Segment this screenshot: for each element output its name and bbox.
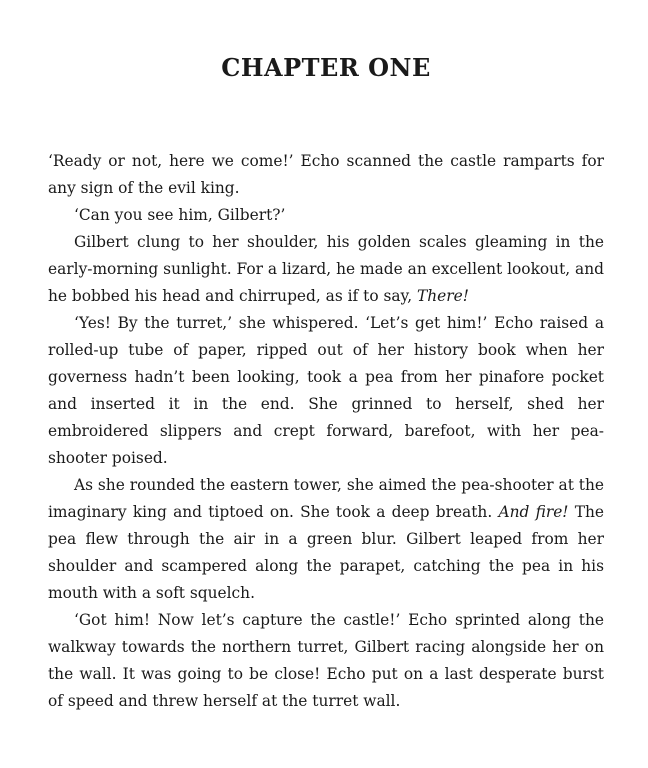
paragraph-emphasis: And fire! [498,503,569,521]
paragraph-text: Gilbert clung to her shoulder, his golden scales gleaming in the early-morning sunlight. For a lizard, he made an excellent lookout, and he bobbed his head and chirruped, as if to say, [48,233,604,305]
paragraph-text: The pea flew through the air in a green blur. Gilbert leaped from her shoulder and scampered along the parapet, catching the pea in his mouth with a soft squelch. [48,503,605,602]
paragraph-text: ‘Got him! Now let’s capture the castle!’ Echo sprinted along the walkway towards the northern turret, Gilbert racing alongside her on the wall. It was going to be close! Echo put on a last desperate burst of speed and threw herself at the turret wall. [48,611,604,710]
paragraph-text: ‘Can you see him, Gilbert?’ [74,206,286,224]
paragraph [48,202,604,229]
paragraph-text: As she rounded the eastern tower, she aimed the pea-shooter at the imaginary king and tiptoed on. She took a deep breath. [48,476,604,521]
chapter-title: CHAPTER ONE [221,53,431,82]
paragraph-emphasis: There! [417,287,469,305]
book-page [48,0,604,768]
paragraph-text: ‘Ready or not, here we come!’ Echo scanned the castle ramparts for any sign of the evil king. [48,152,604,197]
chapter-body [48,148,604,715]
paragraph [48,310,604,472]
paragraph [48,148,604,202]
paragraph [48,229,604,310]
paragraph [48,607,604,715]
paragraph [48,472,604,607]
paragraph-text: ‘Yes! By the turret,’ she whispered. ‘Let’s get him!’ Echo raised a rolled-up tube of paper, ripped out of her history book when her governess hadn’t been looking, took a pea from her pinafore pocket and inserted it in the end. She grinned to herself, shed her embroidered slippers and crept forward, barefoot, with her pea-shooter poised. [48,314,604,467]
